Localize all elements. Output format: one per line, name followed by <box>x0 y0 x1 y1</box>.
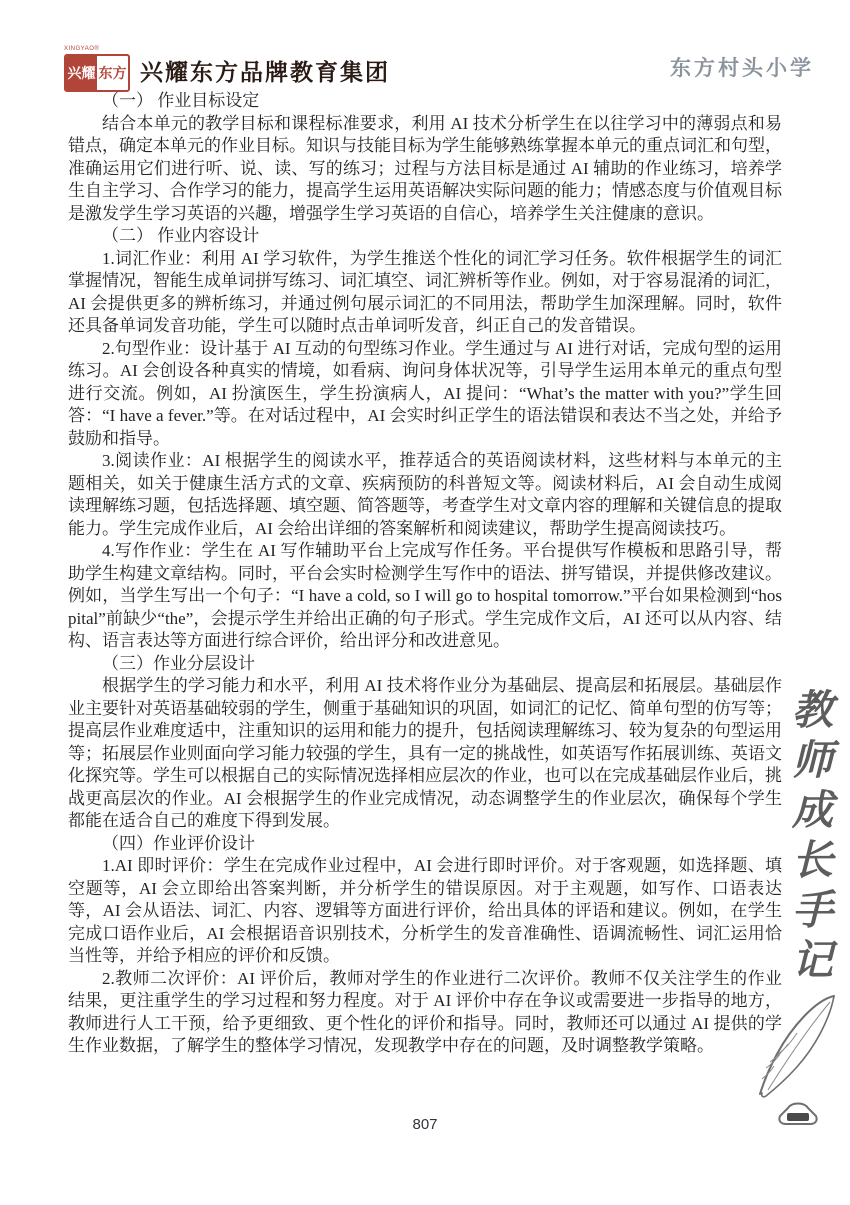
paragraph: 1.词汇作业：利用 AI 学习软件，为学生推送个性化的词汇学习任务。软件根据学生的词汇掌握情况，智能生成单词拼写练习、词汇填空、词汇辨析等作业。例如，对于容易混淆的词汇，AI 会提供更多的辨析练习，并通过例句展示词汇的不同用法，帮助学生加深理解。同时，软件还具备单词发音功能，学生可以随时点击单词听发音，纠正自己的发音错误。 <box>68 248 782 335</box>
logo-small-text <box>64 46 134 53</box>
section-heading: （一） 作业目标设定 <box>102 91 260 110</box>
section-heading: （三）作业分层设计 <box>102 653 255 673</box>
page-footer <box>0 1116 850 1133</box>
paragraph: 2.教师二次评价：AI 评价后，教师对学生的作业进行二次评价。教师不仅关注学生的作业结果，更注重学生的学习过程和努力程度。对于 AI 评价中存在争议或需要进一步指导的地方，教师进行人工干预，给予更细致、更个性化的评价和指导。同时，教师还可以通过 AI 提供的学生作业数据，了解学生的整体学习情况，发现教学中存在的问题，及时调整教学策略。 <box>68 968 782 1055</box>
stamp-right-cell: 东方 <box>98 67 127 82</box>
logo-small-label: XINGYAO <box>64 46 95 52</box>
margin-calligraphy-text: 教师成长手记 <box>785 688 833 988</box>
section-heading: （四）作业评价设计 <box>102 833 255 853</box>
registered-mark: ® <box>94 46 100 52</box>
paragraph: 2.句型作业：设计基于 AI 互动的句型练习作业。学生通过与 AI 进行对话，完成句型的运用练习。AI 会创设各种真实的情境，如看病、询问身体状况等，引导学生运用本单元的重点句型进行交流。例如，AI 扮演医生，学生扮演病人，AI 提问：“What’s the matter with you?”学生回答：“I have a fever.”等。在对话过程中，AI 会实时纠正学生的语法错误和表达不当之处，并给予鼓励和指导。 <box>68 338 782 448</box>
school-name: 东方村头小学 <box>670 56 814 80</box>
stamp-box <box>64 54 130 92</box>
quill-pen-and-inkwell-icon <box>750 992 842 1130</box>
page-header <box>64 44 814 96</box>
paragraph: 4.写作作业：学生在 AI 写作辅助平台上完成写作任务。平台提供写作模板和思路引导，帮助学生构建文章结构。同时，平台会实时检测学生写作中的语法、拼写错误，并提供修改建议。例如，当学生写出一个句子：“I have a cold, so I will go to hospital tomorrow.”平台如果检测到“hospital”前缺少“the”，会提示学生并给出正确的句子形式。学生完成作文后，AI 还可以从内容、结构、语言表达等方面进行综合评价，给出评分和改进意见。 <box>68 541 782 650</box>
paragraph: 3.阅读作业：AI 根据学生的阅读水平，推荐适合的英语阅读材料，这些材料与本单元的主题相关，如关于健康生活方式的文章、疾病预防的科普短文等。阅读材料后，AI 会自动生成阅读理解练习题，包括选择题、填空题、简答题等，考查学生对文章内容的理解和关键信息的提取能力。学生完成作业后，AI 会给出详细的答案解析和阅读建议，帮助学生提高阅读技巧。 <box>68 451 782 538</box>
section-heading: （二） 作业内容设计 <box>102 226 260 245</box>
paragraph: 根据学生的学习能力和水平，利用 AI 技术将作业分为基础层、提高层和拓展层。基础层作业主要针对英语基础较弱的学生，侧重于基础知识的巩固，如词汇的记忆、简单句型的仿写等；提高层作业难度适中，注重知识的运用和能力的提升，包括阅读理解练习、较为复杂的句型运用等；拓展层作业则面向学习能力较强的学生，具有一定的挑战性，如英语写作拓展训练、英语文化探究等。学生可以根据自己的实际情况选择相应层次的作业，也可以在完成基础层作业后，挑战更高层次的作业。AI 会根据学生的作业完成情况，动态调整学生的作业层次，确保每个学生都能在适合自己的难度下得到发展。 <box>68 676 782 830</box>
page-number: 807 <box>412 1116 438 1133</box>
paragraph: 结合本单元的教学目标和课程标准要求，利用 AI 技术分析学生在以往学习中的薄弱点和易错点，确定本单元的作业目标。知识与技能目标为学生能够熟练掌握本单元的重点词汇和句型，准确运用它们进行听、说、读、写的练习；过程与方法目标是通过 AI 辅助的作业练习，培养学生自主学习、合作学习的能力，提高学生运用英语解决实际问题的能力；情感态度与价值观目标是激发学生学习英语的兴趣，增强学生学习英语的自信心，培养学生关注健康的意识。 <box>68 113 782 223</box>
document-body <box>68 90 782 1058</box>
brand-title: 兴耀东方品牌教育集团 <box>140 60 390 85</box>
paragraph: 1.AI 即时评价：学生在完成作业过程中，AI 会进行即时评价。对于客观题，如选择题、填空题等，AI 会立即给出答案判断，并分析学生的错误原因。对于主观题，如写作、口语表达等，AI 会从语法、词汇、内容、逻辑等方面进行评价，给出具体的评语和建议。例如，在学生完成口语作业后，AI 会根据语音识别技术，分析学生的发音准确性、语调流畅性、词汇运用恰当性等，并给予相应的评价和反馈。 <box>68 856 782 965</box>
red-seal-stamp-logo <box>64 46 134 94</box>
stamp-left-cell: 兴耀 <box>66 56 97 90</box>
